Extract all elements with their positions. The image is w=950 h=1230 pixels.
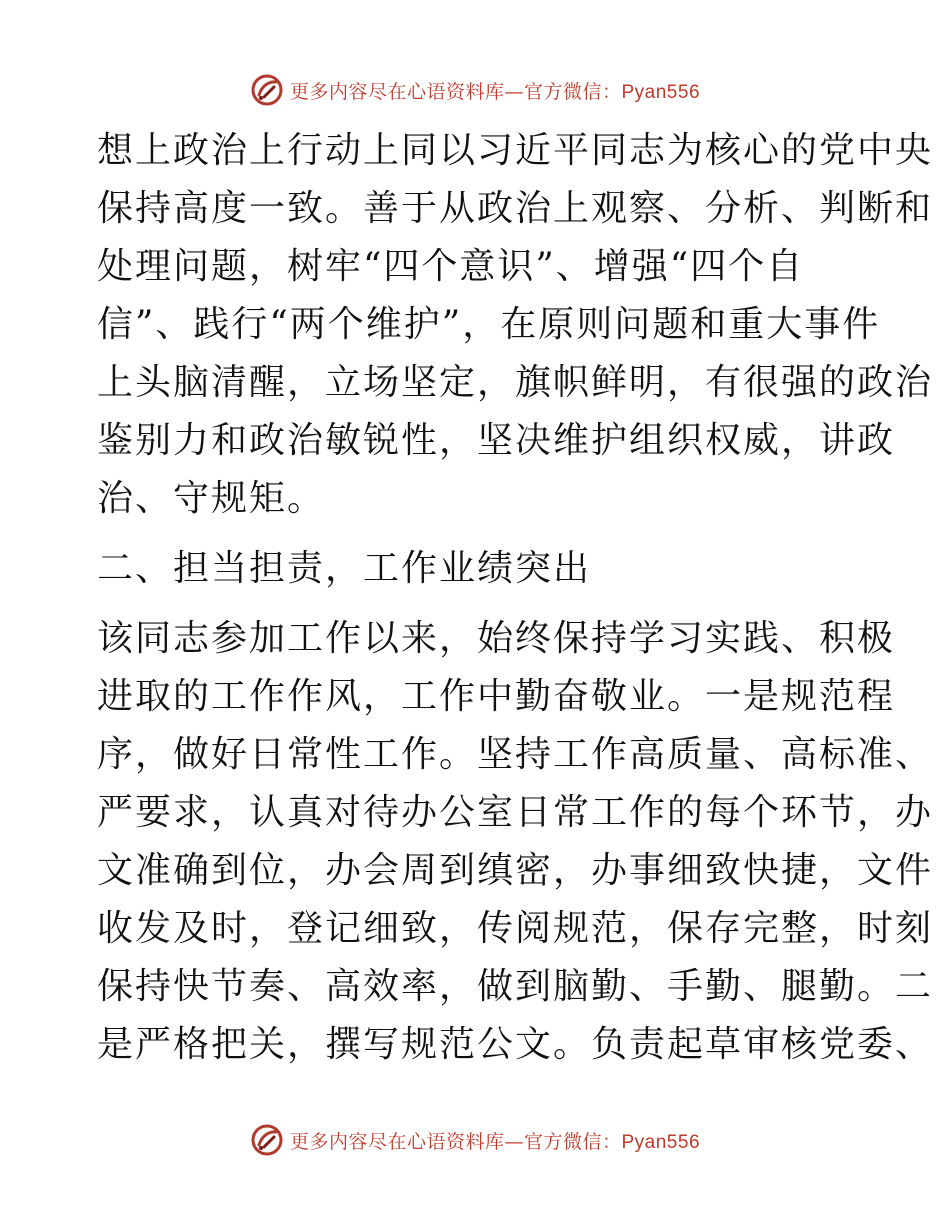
- header-watermark: [0, 70, 950, 110]
- text-line: 保持高度一致。善于从政治上观察、分析、判断和: [97, 188, 934, 229]
- logo-icon: [250, 1123, 284, 1157]
- watermark-text: [290, 1127, 700, 1154]
- text-line: 处理问题，树牢“四个意识”、增强“四个自: [97, 246, 805, 287]
- text-line: 想上政治上行动上同以习近平同志为核心的党中央: [97, 130, 934, 171]
- logo-icon: [250, 73, 284, 107]
- text-line: 鉴别力和政治敏锐性，坚决维护组织权威，讲政: [97, 420, 896, 461]
- text-line: 严要求，认真对待办公室日常工作的每个环节，办: [97, 792, 934, 833]
- watermark-wechat-id: Pyan556: [621, 81, 701, 103]
- text-line: 是严格把关，撰写规范公文。负责起草审核党委、: [97, 1024, 934, 1065]
- text-line: 治、守规矩。: [97, 478, 326, 519]
- text-line: 保持快节奏、高效率，做到脑勤、手勤、腿勤。二: [97, 966, 934, 1007]
- text-line: 上头脑清醒，立场坚定，旗帜鲜明，有很强的政治: [97, 362, 934, 403]
- footer-watermark: [0, 1120, 950, 1160]
- text-line: 信”、践行“两个维护”，在原则问题和重大事件: [97, 304, 881, 345]
- text-line: 收发及时，登记细致，传阅规范，保存完整，时刻: [97, 908, 934, 949]
- text-line: 该同志参加工作以来，始终保持学习实践、积极: [97, 618, 896, 659]
- watermark-label: 更多内容尽在心语资料库—官方微信：: [289, 1130, 622, 1153]
- text-line: 序，做好日常性工作。坚持工作高质量、高标准、: [97, 734, 934, 775]
- watermark-text: [290, 77, 700, 104]
- paragraph-2: [97, 610, 934, 1074]
- section-heading: 二、担当担责，工作业绩突出: [97, 548, 592, 589]
- watermark-label: 更多内容尽在心语资料库—官方微信：: [289, 80, 622, 103]
- document-body: [97, 122, 934, 1074]
- watermark-wechat-id: Pyan556: [621, 1131, 701, 1153]
- paragraph-1: [97, 122, 934, 528]
- text-line: 进取的工作作风，工作中勤奋敬业。一是规范程: [97, 676, 896, 717]
- text-line: 文准确到位，办会周到缜密，办事细致快捷，文件: [97, 850, 934, 891]
